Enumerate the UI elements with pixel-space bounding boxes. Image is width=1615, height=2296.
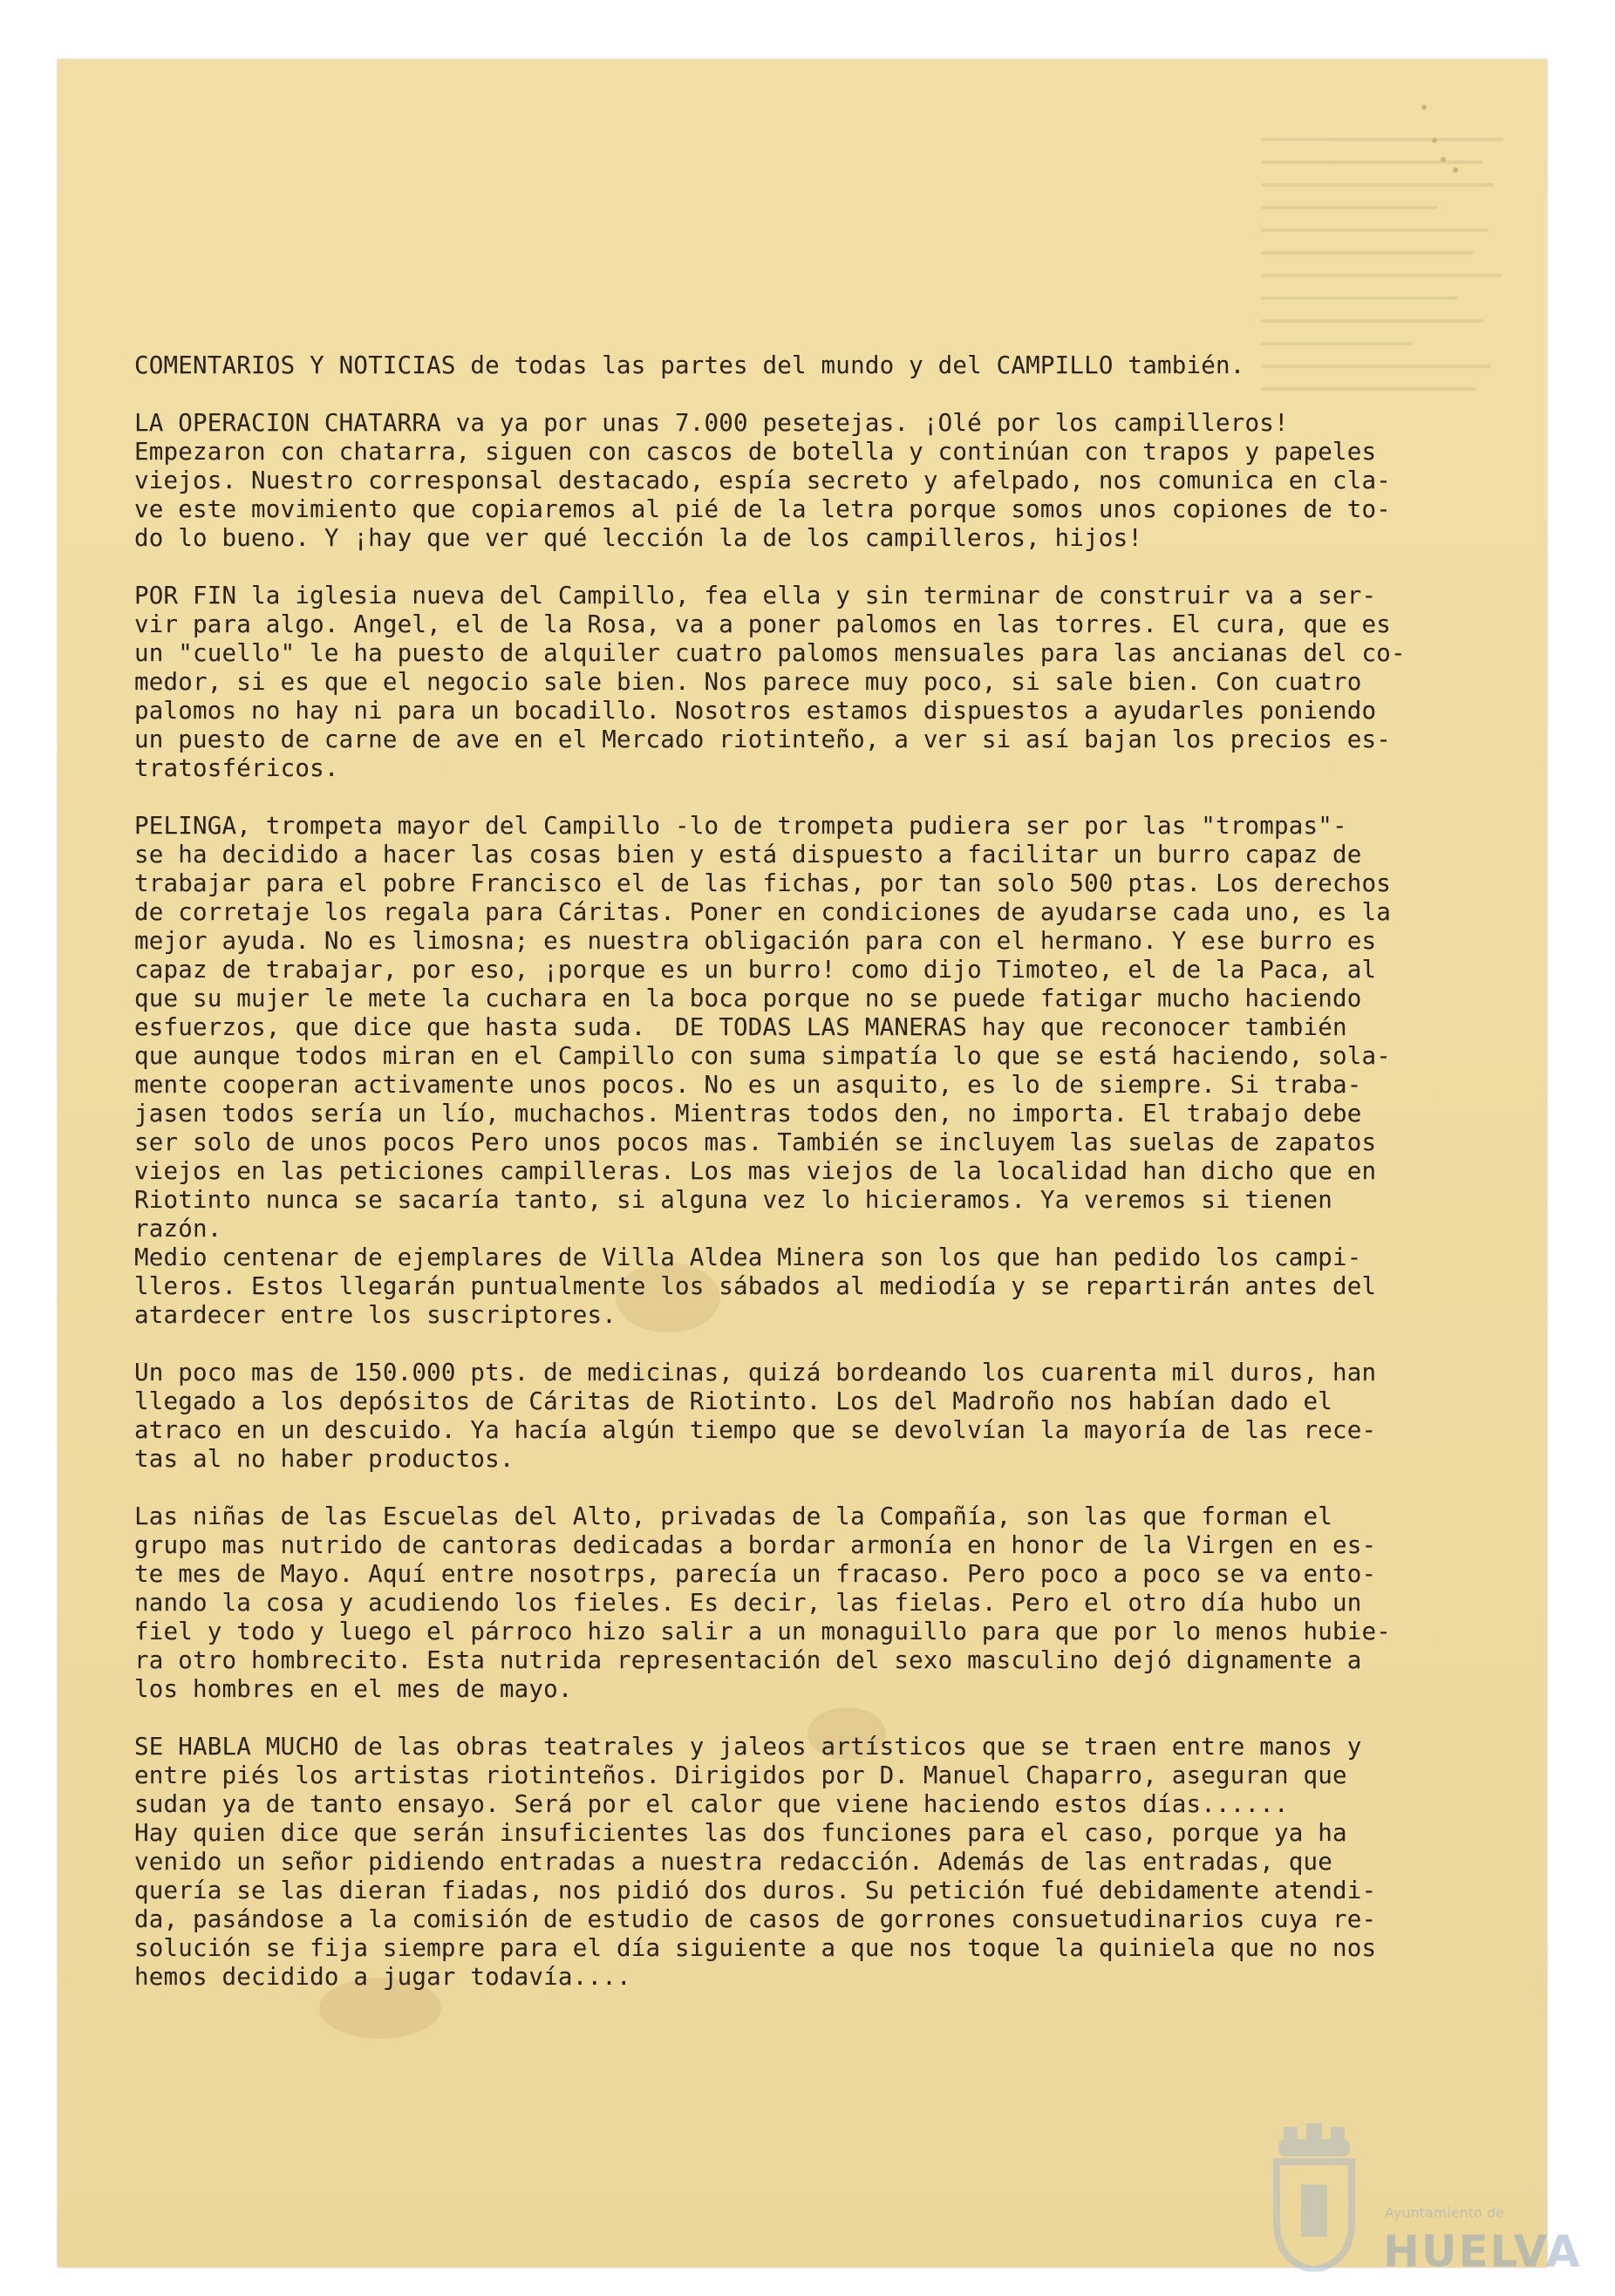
text-line: Empezaron con chatarra, siguen con cascos de botella y continúan con trapos y papeles bbox=[134, 438, 1377, 466]
text-line: SE HABLA MUCHO de las obras teatrales y jaleos artísticos que se traen entre manos y bbox=[134, 1733, 1362, 1761]
text-line: fiel y todo y luego el párroco hizo salir a un monaguillo para que por lo menos hubie- bbox=[134, 1618, 1392, 1645]
text-line: Las niñas de las Escuelas del Alto, privadas de la Compañía, son las que forman el bbox=[134, 1502, 1333, 1530]
coat-of-arms-icon bbox=[1266, 2123, 1362, 2272]
text-line: se ha decidido a hacer las cosas bien y está dispuesto a facilitar un burro capaz de bbox=[134, 841, 1362, 869]
text-line: do lo bueno. Y ¡hay que ver qué lección la de los campilleros, hijos! bbox=[134, 524, 1143, 552]
text-line: POR FIN la iglesia nueva del Campillo, fea ella y sin terminar de construir va a ser- bbox=[134, 582, 1377, 610]
text-line: te mes de Mayo. Aquí entre nosotrps, parecía un fracaso. Pero poco a poco se va ento- bbox=[134, 1560, 1377, 1588]
text-line: los hombres en el mes de mayo. bbox=[134, 1675, 573, 1703]
watermark-caption: Ayuntamiento de bbox=[1385, 2204, 1504, 2221]
document-body bbox=[134, 351, 1416, 1992]
text-line: mente cooperan activamente unos pocos. No es un asquito, es lo de siempre. Si traba- bbox=[134, 1071, 1362, 1099]
text-line: sudan ya de tanto ensayo. Será por el calor que viene haciendo estos días...... bbox=[134, 1790, 1289, 1818]
text-line: tratosféricos. bbox=[134, 754, 339, 782]
text-line: Medio centenar de ejemplares de Villa Aldea Minera son los que han pedido los campi- bbox=[134, 1243, 1362, 1271]
paragraph-gap bbox=[134, 783, 1416, 812]
text-line: ve este movimiento que copiaremos al pié de la letra porque somos unos copiones de to- bbox=[134, 495, 1392, 523]
text-line: que aunque todos miran en el Campillo con suma simpatía lo que se está haciendo, sola- bbox=[134, 1042, 1392, 1070]
text-line: COMENTARIOS Y NOTICIAS de todas las partes del mundo y del CAMPILLO también. bbox=[134, 351, 1245, 379]
paragraph-gap bbox=[134, 1330, 1416, 1359]
text-line: grupo mas nutrido de cantoras dedicadas a bordar armonía en honor de la Virgen en es- bbox=[134, 1531, 1377, 1559]
text-line: entre piés los artistas riotinteños. Dirigidos por D. Manuel Chaparro, aseguran que bbox=[134, 1761, 1347, 1789]
text-line: atraco en un descuido. Ya hacía algún tiempo que se devolvían la mayoría de las rece- bbox=[134, 1416, 1377, 1444]
text-line: esfuerzos, que dice que hasta suda. DE TODAS LAS MANERAS hay que reconocer también bbox=[134, 1013, 1347, 1041]
text-line: razón. bbox=[134, 1215, 222, 1243]
text-line: viejos. Nuestro corresponsal destacado, espía secreto y afelpado, nos comunica en cla- bbox=[134, 467, 1392, 494]
text-line: hemos decidido a jugar todavía.... bbox=[134, 1963, 631, 1991]
text-line: viejos en las peticiones campilleras. Los mas viejos de la localidad han dicho que en bbox=[134, 1157, 1377, 1185]
text-line: PELINGA, trompeta mayor del Campillo -lo de trompeta pudiera ser por las "trompas"- bbox=[134, 812, 1347, 840]
text-line: Riotinto nunca se sacaría tanto, si alguna vez lo hicieramos. Ya veremos si tienen bbox=[134, 1186, 1333, 1214]
text-line: nando la cosa y acudiendo los fieles. Es decir, las fielas. Pero el otro día hubo un bbox=[134, 1589, 1362, 1617]
text-line: vir para algo. Angel, el de la Rosa, va a poner palomos en las torres. El cura, que es bbox=[134, 610, 1392, 638]
text-line: venido un señor pidiendo entradas a nuestra redacción. Además de las entradas, que bbox=[134, 1848, 1333, 1876]
paragraph-gap bbox=[134, 380, 1416, 409]
paragraph-gap bbox=[134, 553, 1416, 582]
text-line: medor, si es que el negocio sale bien. Nos parece muy poco, si sale bien. Con cuatro bbox=[134, 668, 1362, 696]
text-line: palomos no hay ni para un bocadillo. Nosotros estamos dispuestos a ayudarles poniendo bbox=[134, 697, 1377, 725]
text-line: capaz de trabajar, por eso, ¡porque es un burro! como dijo Timoteo, el de la Paca, al bbox=[134, 956, 1377, 984]
huelva-watermark bbox=[1266, 2123, 1582, 2280]
watermark-name: HUELVA bbox=[1383, 2226, 1582, 2277]
text-line: tas al no haber productos. bbox=[134, 1445, 514, 1473]
paragraph-gap bbox=[134, 1474, 1416, 1502]
text-line: ra otro hombrecito. Esta nutrida representación del sexo masculino dejó dignamente a bbox=[134, 1646, 1362, 1674]
text-line: solución se fija siempre para el día siguiente a que nos toque la quiniela que no nos bbox=[134, 1934, 1377, 1962]
text-line: que su mujer le mete la cuchara en la boca porque no se puede fatigar mucho haciendo bbox=[134, 984, 1362, 1012]
text-line: trabajar para el pobre Francisco el de las fichas, por tan solo 500 ptas. Los derechos bbox=[134, 869, 1392, 897]
text-line: atardecer entre los suscriptores. bbox=[134, 1301, 617, 1329]
text-line: Un poco mas de 150.000 pts. de medicinas, quizá bordeando los cuarenta mil duros, han bbox=[134, 1359, 1377, 1386]
text-line: ser solo de unos pocos Pero unos pocos mas. También se incluyem las suelas de zapatos bbox=[134, 1128, 1377, 1156]
paragraph-gap bbox=[134, 1704, 1416, 1733]
text-line: de corretaje los regala para Cáritas. Poner en condiciones de ayudarse cada uno, es la bbox=[134, 898, 1392, 926]
text-line: llegado a los depósitos de Cáritas de Riotinto. Los del Madroño nos habían dado el bbox=[134, 1387, 1333, 1415]
text-line: jasen todos sería un lío, muchachos. Mientras todos den, no importa. El trabajo debe bbox=[134, 1100, 1362, 1128]
text-line: mejor ayuda. No es limosna; es nuestra obligación para con el hermano. Y ese burro es bbox=[134, 927, 1377, 955]
text-line: quería se las dieran fiadas, nos pidió dos duros. Su petición fué debidamente atendi- bbox=[134, 1877, 1377, 1904]
text-line: lleros. Estos llegarán puntualmente los sábados al mediodía y se repartirán antes del bbox=[134, 1272, 1377, 1300]
text-line: LA OPERACION CHATARRA va ya por unas 7.000 pesetejas. ¡Olé por los campilleros! bbox=[134, 409, 1289, 437]
text-line: Hay quien dice que serán insuficientes las dos funciones para el caso, porque ya ha bbox=[134, 1819, 1347, 1847]
text-line: un puesto de carne de ave en el Mercado riotinteño, a ver si así bajan los precios es- bbox=[134, 726, 1392, 753]
text-line: un "cuello" le ha puesto de alquiler cuatro palomos mensuales para las ancianas del co- bbox=[134, 639, 1406, 667]
text-line: da, pasándose a la comisión de estudio de casos de gorrones consuetudinarios cuya re- bbox=[134, 1905, 1377, 1933]
